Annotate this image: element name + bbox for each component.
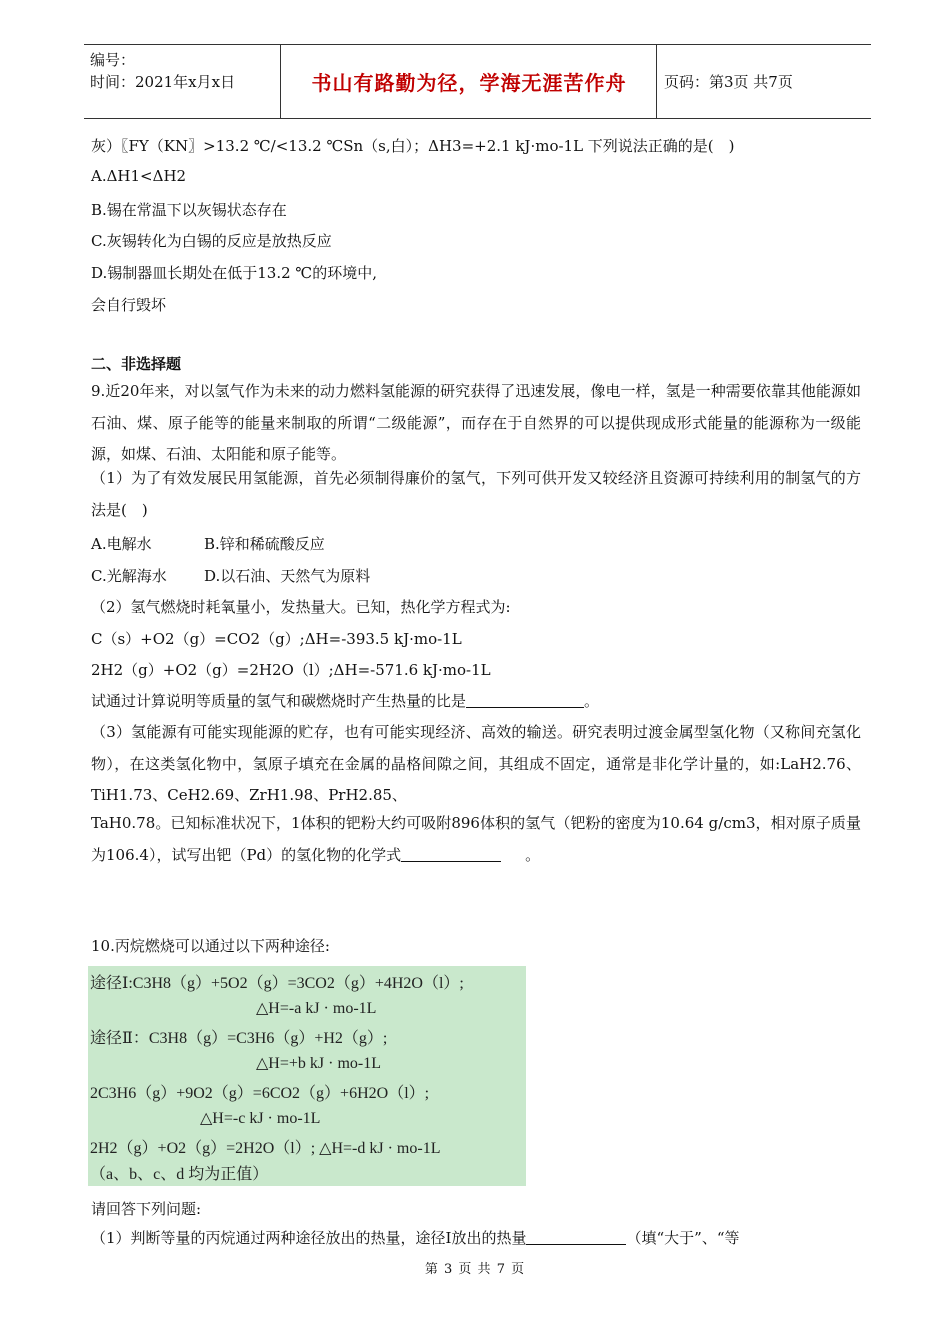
q10-part1-hint: （填“大于”、“等 — [626, 1229, 740, 1247]
q9-part2-question — [91, 690, 599, 711]
pathway-line: 途径Ⅰ:C3H8（g）+5O2（g）=3CO2（g）+4H2O（l）; — [90, 975, 464, 992]
q9-option-b: B.锌和稀硫酸反应 — [204, 535, 325, 553]
q8-line1: 灰）〖FY（KN〗>13.2 ℃/<13.2 ℃Sn（s,白）；ΔH3=+2.1 kJ·mo-1L 下列说法正确的是( ) — [91, 137, 735, 155]
pathway-line: △H=+b kJ · mo-1L — [256, 1055, 382, 1072]
q9-part2-end: 。 — [584, 692, 600, 710]
q9-part1: （1）为了有效发展民用氢能源，首先必须制得廉价的氢气，下列可供开发又较经济且资源可持续利用的制氢气的方法是( ) — [91, 469, 861, 519]
answer-blank[interactable] — [526, 1230, 626, 1245]
q9-part3: （3）氢能源有可能实现能源的贮存，也有可能实现经济、高效的输送。研究表明过渡金属型氢化物（又称间充氢化物），在这类氢化物中，氢原子填充在金属的晶格间隙之间，其组成不固定，通常是非化学计量的，如:LaH2.76、TiH1.73、CeH2.69、ZrH1.98、PrH2.85、 — [91, 723, 861, 804]
pathway-line: （a、b、c、d 均为正值） — [90, 1166, 269, 1183]
pathway-line: △H=-a kJ · mo-1L — [256, 1000, 377, 1017]
header-date: 时间：2021年x月x日 — [90, 73, 236, 91]
q8-option-d: D.锡制器皿长期处在低于13.2 ℃的环境中, — [91, 264, 377, 282]
q8-option-b: B.锡在常温下以灰锡状态存在 — [91, 201, 287, 219]
q10-part1 — [91, 1227, 740, 1248]
answer-blank[interactable] — [466, 693, 584, 708]
q9-part3-end: 。 — [525, 845, 541, 864]
q9-part2-text: 试通过计算说明等质量的氢气和碳燃烧时产生热量的比是 — [91, 692, 467, 710]
q8-option-a: A.ΔH1<ΔH2 — [91, 167, 187, 185]
section-title: 二、非选择题 — [91, 355, 182, 373]
pathway-line: 2H2（g）+O2（g）=2H2O（l）; △H=-d kJ · mo-1L — [90, 1140, 441, 1157]
q9-part3-cont — [91, 808, 861, 871]
header-meta — [90, 49, 278, 93]
header-divider — [280, 45, 281, 118]
pathway-line: △H=-c kJ · mo-1L — [200, 1110, 321, 1127]
q9-equation-1: C（s）+O2（g）=CO2（g）;ΔH=-393.5 kJ·mo-1L — [91, 630, 462, 648]
q10-intro: 10.丙烷燃烧可以通过以下两种途径: — [91, 937, 330, 955]
q10-part1-text: （1）判断等量的丙烷通过两种途径放出的热量，途径Ⅰ放出的热量 — [91, 1229, 527, 1247]
q9-equation-2: 2H2（g）+O2（g）=2H2O（l）;ΔH=-571.6 kJ·mo-1L — [91, 661, 491, 679]
q8-option-c: C.灰锡转化为白锡的反应是放热反应 — [91, 232, 332, 250]
q10-ask: 请回答下列问题: — [91, 1200, 202, 1218]
header-page: 页码：第3页 共7页 — [664, 73, 793, 91]
pathway-line: 2C3H6（g）+9O2（g）=6CO2（g）+6H2O（l）; — [90, 1085, 430, 1102]
answer-blank[interactable] — [401, 847, 501, 862]
q9-option-a: A.电解水 — [91, 535, 152, 553]
q9-part3-text: TaH0.78。已知标准状况下，1体积的钯粉大约可吸附896体积的氢气（钯粉的密度为10.64 g/cm3，相对原子质量为106.4），试写出钯（Pd）的氢化物的化学式 — [91, 814, 861, 864]
pathway-line: 途径Ⅱ：C3H8（g）=C3H6（g）+H2（g）; — [90, 1030, 388, 1047]
q9-intro: 9.近20年来，对以氢气作为未来的动力燃料氢能源的研究获得了迅速发展，像电一样，氢是一种需要依靠其他能源如石油、煤、原子能等的能量来制取的所谓“二级能源”，而存在于自然界的可以提供现成形式能量的能源称为一级能源，如煤、石油、太阳能和原子能等。 — [91, 382, 861, 463]
page-footer: 第 3 页 共 7 页 — [424, 1262, 526, 1277]
q8-option-d-cont: 会自行毁坏 — [91, 296, 167, 314]
header-divider — [656, 45, 657, 118]
header-motto: 书山有路勤为径，学海无涯苦作舟 — [311, 71, 627, 95]
header-number: 编号： — [90, 51, 136, 69]
q9-option-d: D.以石油、天然气为原料 — [204, 567, 371, 585]
reaction-pathways-box — [88, 966, 526, 1186]
q9-part2: （2）氢气燃烧时耗氧量小，发热量大。已知，热化学方程式为: — [91, 598, 511, 616]
page-header — [84, 44, 871, 119]
q9-option-c: C.光解海水 — [91, 567, 167, 585]
